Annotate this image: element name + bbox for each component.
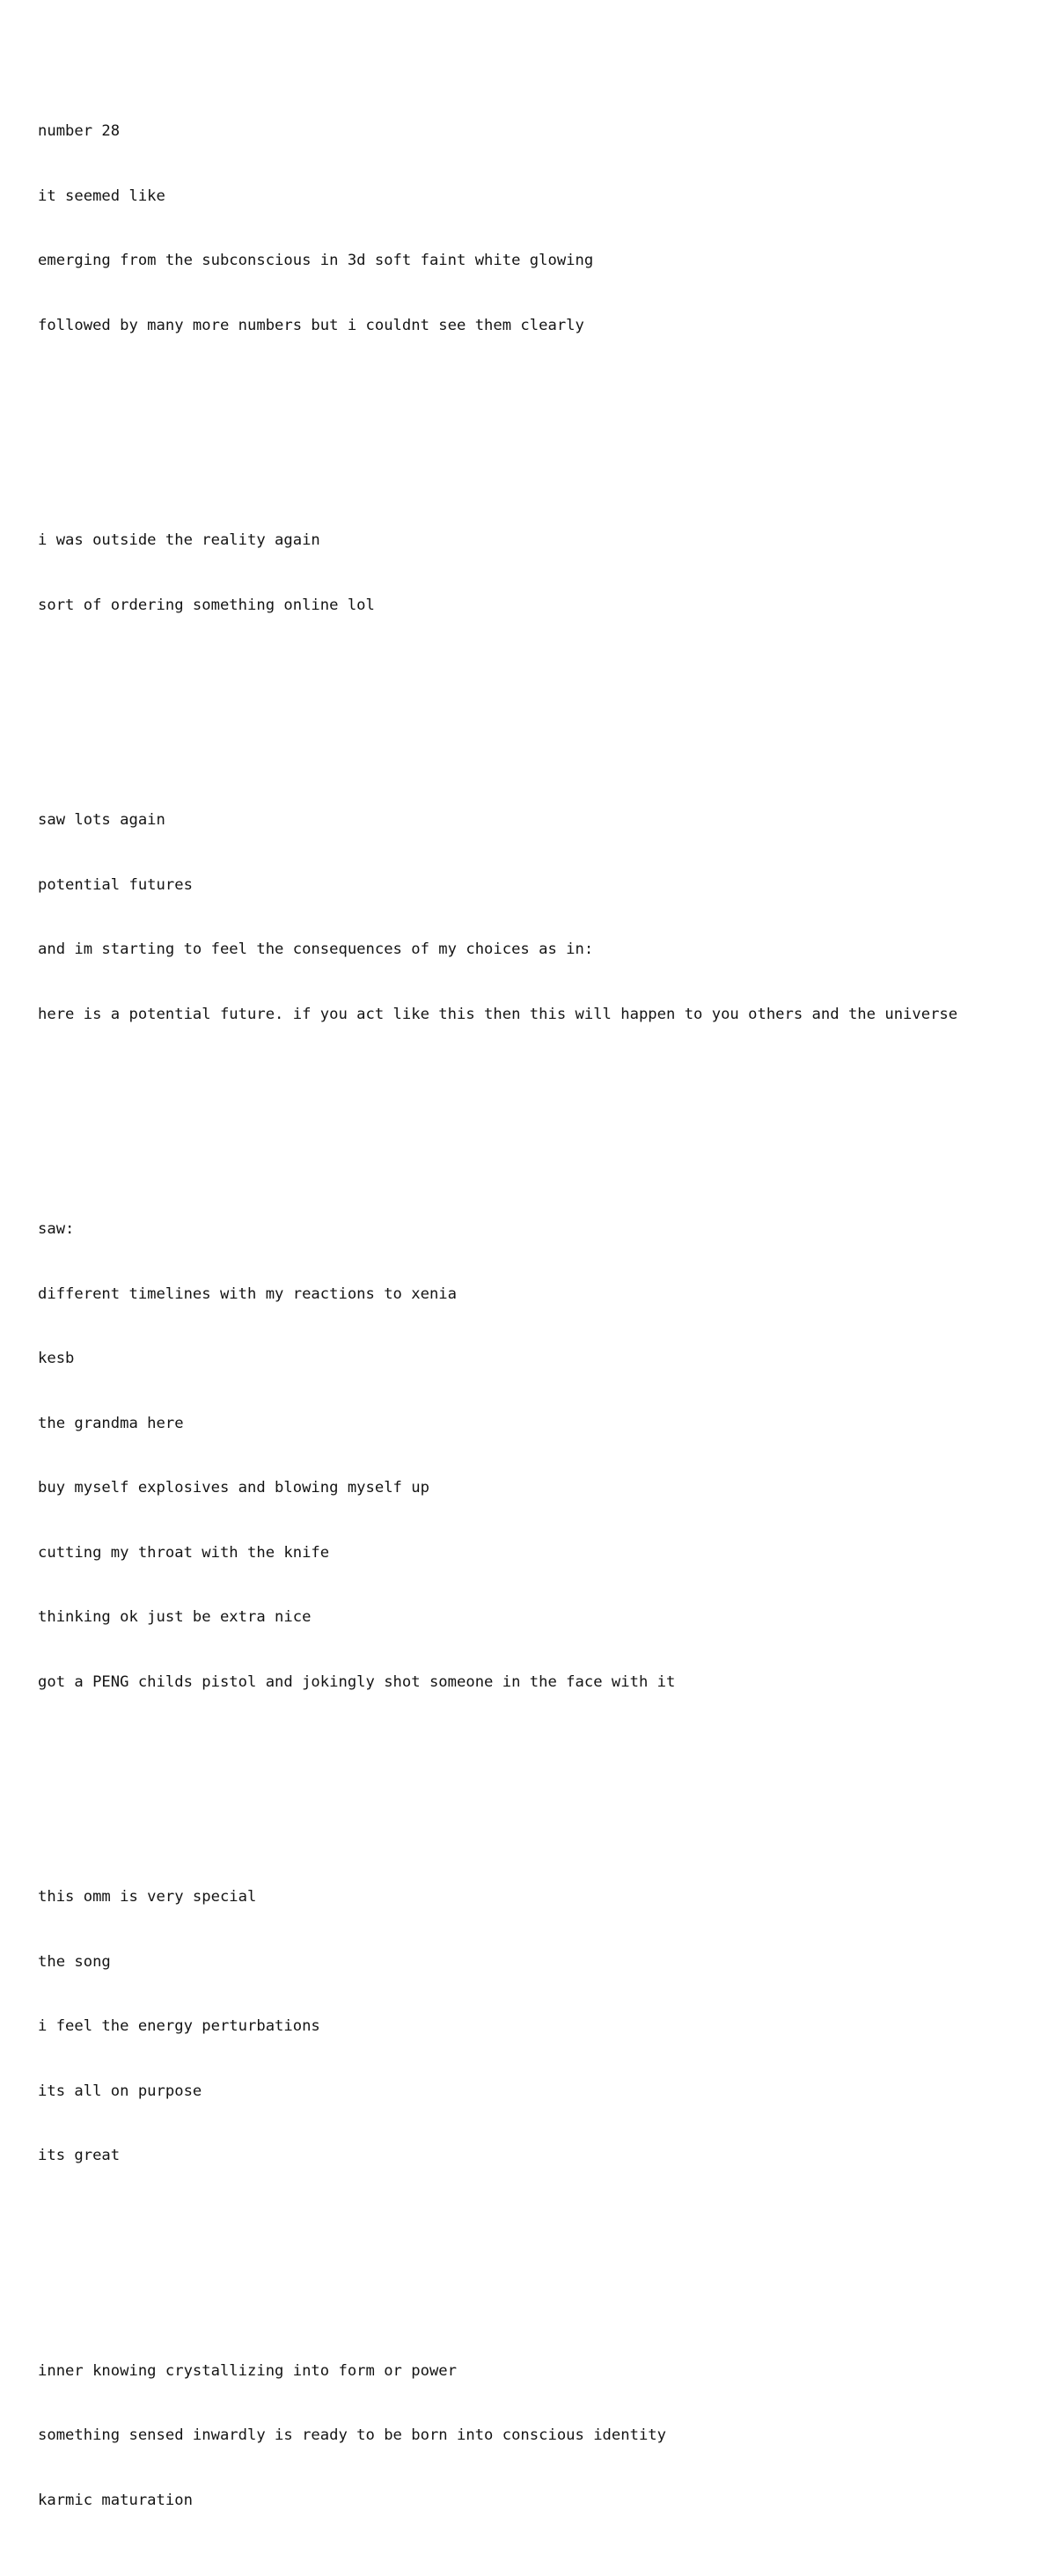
text-line: karmic maturation	[38, 2491, 193, 2509]
text-line: it seemed like	[38, 187, 165, 205]
text-line: i feel the energy perturbations	[38, 2017, 320, 2035]
text-line: different timelines with my reactions to xenia	[38, 1284, 457, 1303]
text-line: its all on purpose	[38, 2082, 202, 2100]
text-line: followed by many more numbers but i couldnt see them clearly	[38, 316, 584, 334]
text-line: thinking ok just be extra nice	[38, 1608, 312, 1626]
text-line: here is a potential future. if you act like this then this will happen to you others and the universe	[38, 1005, 958, 1023]
paragraph-5	[38, 1843, 1041, 2210]
text-line: emerging from the subconscious in 3d soft faint white glowing	[38, 252, 594, 269]
text-line: and im starting to feel the consequences of my choices as in:	[38, 940, 594, 958]
text-line: number 28	[38, 122, 121, 140]
paragraph-1	[38, 77, 1041, 379]
text-line: got a PENG childs pistol and jokingly shot someone in the face with it	[38, 1672, 676, 1691]
text-line: this omm is very special	[38, 1888, 257, 1906]
paragraph-gap	[38, 422, 1041, 443]
text-line: the grandma here	[38, 1414, 184, 1432]
paragraph-3	[38, 766, 1041, 1068]
text-line: something sensed inwardly is ready to be born into conscious identity	[38, 2426, 666, 2444]
text-line: potential futures	[38, 875, 193, 894]
text-line: buy myself explosives and blowing myself up	[38, 1479, 429, 1497]
text-line: kesb	[38, 1350, 75, 1367]
text-line: its great	[38, 2147, 121, 2164]
text-line: cutting my throat with the knife	[38, 1543, 330, 1562]
paragraph-4	[38, 1175, 1041, 1736]
text-line: saw:	[38, 1220, 75, 1238]
document-body	[38, 34, 1041, 2576]
paragraph-gap	[38, 2253, 1041, 2274]
paragraph-gap	[38, 702, 1041, 723]
paragraph-gap	[38, 1779, 1041, 1800]
text-line: the song	[38, 1952, 111, 1971]
text-line: sort of ordering something online lol	[38, 596, 375, 614]
text-line: saw lots again	[38, 811, 165, 829]
text-line: inner knowing crystallizing into form or power	[38, 2361, 457, 2380]
paragraph-2	[38, 487, 1041, 659]
paragraph-6	[38, 2317, 1041, 2555]
text-line: i was outside the reality again	[38, 531, 320, 549]
paragraph-gap	[38, 1111, 1041, 1132]
